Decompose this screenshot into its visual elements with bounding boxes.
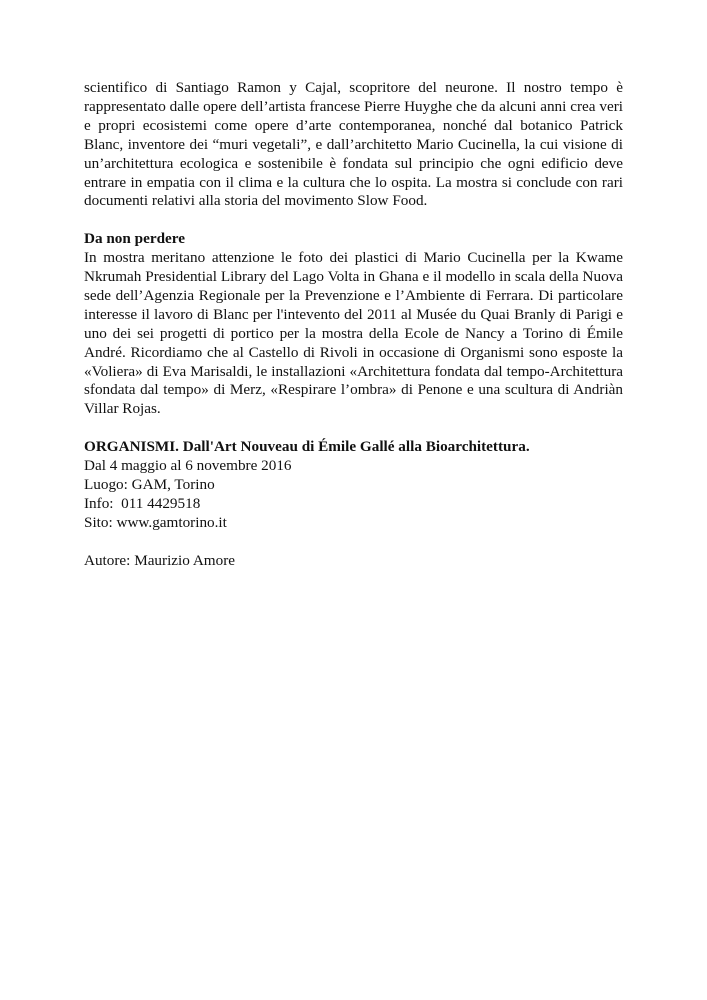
spacer [84,419,623,438]
section-paragraph: In mostra meritano attenzione le foto dei plastici di Mario Cucinella per la Kwame Nkrumah Presidential Library del Lago Volta in Ghana e il modello in scala della Nuova sede dell’Agenzia Regionale per la Prevenzione e l’Ambiente di Ferrara. Di particolare interesse il lavoro di Blanc per l'intevento del 2011 al Musée du Quai Branly di Parigi e uno dei sei progetti di portico per la mostra della Ecole de Nancy a Torino di Émile André. Ricordiamo che al Castello di Rivoli in occasione di Organismi sono esposte la «Voliera» di Eva Marisaldi, le installazioni «Architettura fondata dal tempo-Architettura sfondata dal tempo» di Merz, «Respirare l’ombra» di Penone e una scultura di Andriàn Villar Rojas. [84,249,623,418]
document-page [84,79,623,571]
section-heading: Da non perdere [84,230,185,248]
event-website: Sito: www.gamtorino.it [84,513,227,531]
event-dates: Dal 4 maggio al 6 novembre 2016 [84,457,292,475]
intro-paragraph: scientifico di Santiago Ramon y Cajal, scopritore del neurone. Il nostro tempo è rappresentato dalle opere dell’artista francese Pierre Huyghe che da alcuni anni crea veri e propri ecosistemi come opere d’arte contemporanea, nonché dal botanico Patrick Blanc, inventore dei “muri vegetali”, e dall’architetto Mario Cucinella, la cui visione di un’architettura ecologica e sostenibile è fondata sul principio che ogni edificio deve entrare in empatia con il clima e la cultura che lo ospita. La mostra si conclude con rari documenti relativi alla storia del movimento Slow Food. [84,79,623,210]
author-line: Autore: Maurizio Amore [84,551,235,569]
spacer [84,211,623,230]
event-phone: Info: 011 4429518 [84,494,201,512]
event-info-block [84,438,623,533]
event-location: Luogo: GAM, Torino [84,476,215,493]
spacer [84,533,623,552]
event-title: ORGANISMI. Dall'Art Nouveau di Émile Gallé alla Bioarchitettura. [84,438,530,456]
